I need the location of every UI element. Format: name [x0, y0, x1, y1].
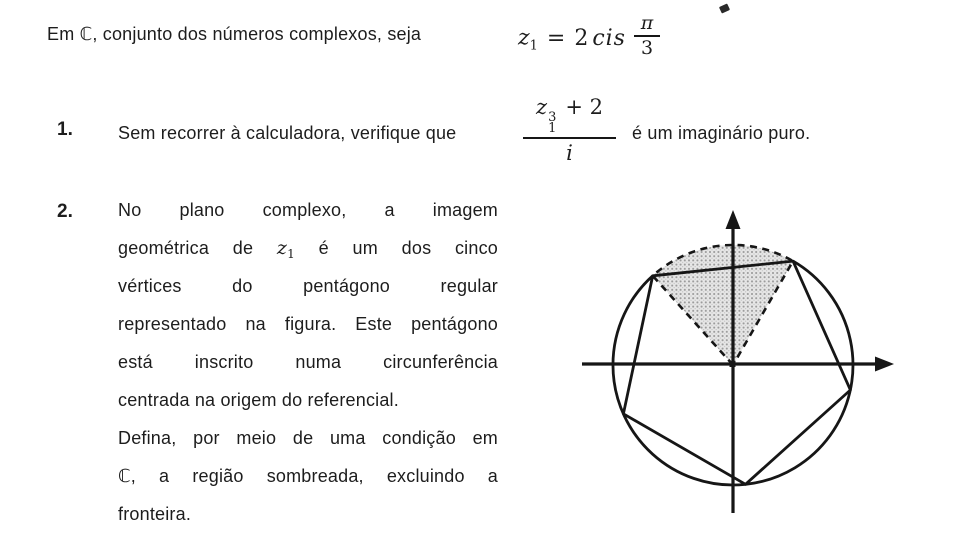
math-z1-var: z [276, 237, 288, 259]
math-fraction-numerator: π [640, 12, 654, 34]
math-variable: z [536, 95, 548, 119]
x-axis-arrow-icon [875, 357, 894, 372]
question2-paragraph [118, 191, 498, 533]
question2-line: ℂ, a região sombreada, excluindo a [118, 466, 498, 486]
question2-line: centrada na origem do referencial. [118, 390, 399, 410]
fraction-numerator [523, 95, 616, 137]
formula-fraction-z1cubed-plus-2-over-i [523, 95, 616, 165]
math-subscript: 1 [548, 121, 557, 136]
math-subscript: 1 [529, 38, 538, 54]
question2-line: está inscrito numa circunferência [118, 352, 498, 372]
question2-line2-after: é um dos cinco [318, 238, 498, 258]
question2-number: 2. [57, 201, 73, 222]
math-equals: = [546, 25, 566, 51]
question1-text-after: é um imaginário puro. [632, 123, 811, 143]
fraction-bar [523, 137, 616, 139]
math-fraction-denominator: 3 [634, 35, 660, 59]
formula-z1-definition [518, 12, 660, 61]
question2-line: No plano complexo, a imagem [118, 200, 498, 220]
math-superscript: 3 [548, 110, 557, 125]
question2-line: Defina, por meio de uma condição em [118, 428, 498, 448]
complex-plane-figure [570, 196, 980, 537]
question2-line [118, 229, 498, 267]
math-coefficient: 2 [574, 25, 589, 51]
math-cis: cis [592, 25, 626, 51]
origin-marker [730, 361, 736, 367]
math-plus-2: + 2 [565, 95, 603, 119]
fraction-denominator: i [566, 141, 573, 165]
question1-number: 1. [57, 119, 73, 140]
math-fraction-pi-3 [634, 13, 660, 58]
question2-line: fronteira. [118, 504, 192, 524]
math-z1-sub: 1 [287, 247, 295, 261]
question1-text-before: Sem recorrer à calculadora, verifique que [118, 123, 457, 143]
y-axis-arrow-icon [726, 210, 741, 229]
intro-text: Em ℂ, conjunto dos números complexos, seja [47, 24, 422, 44]
scan-artifact [719, 3, 730, 13]
question2-line: vértices do pentágono regular [118, 276, 498, 296]
question2-line: representado na figura. Este pentágono [118, 314, 498, 334]
question2-line2-before: geométrica de [118, 238, 254, 258]
math-z1 [277, 237, 295, 259]
math-variable: z [518, 25, 530, 51]
math-sup-sub-stack [548, 112, 556, 134]
